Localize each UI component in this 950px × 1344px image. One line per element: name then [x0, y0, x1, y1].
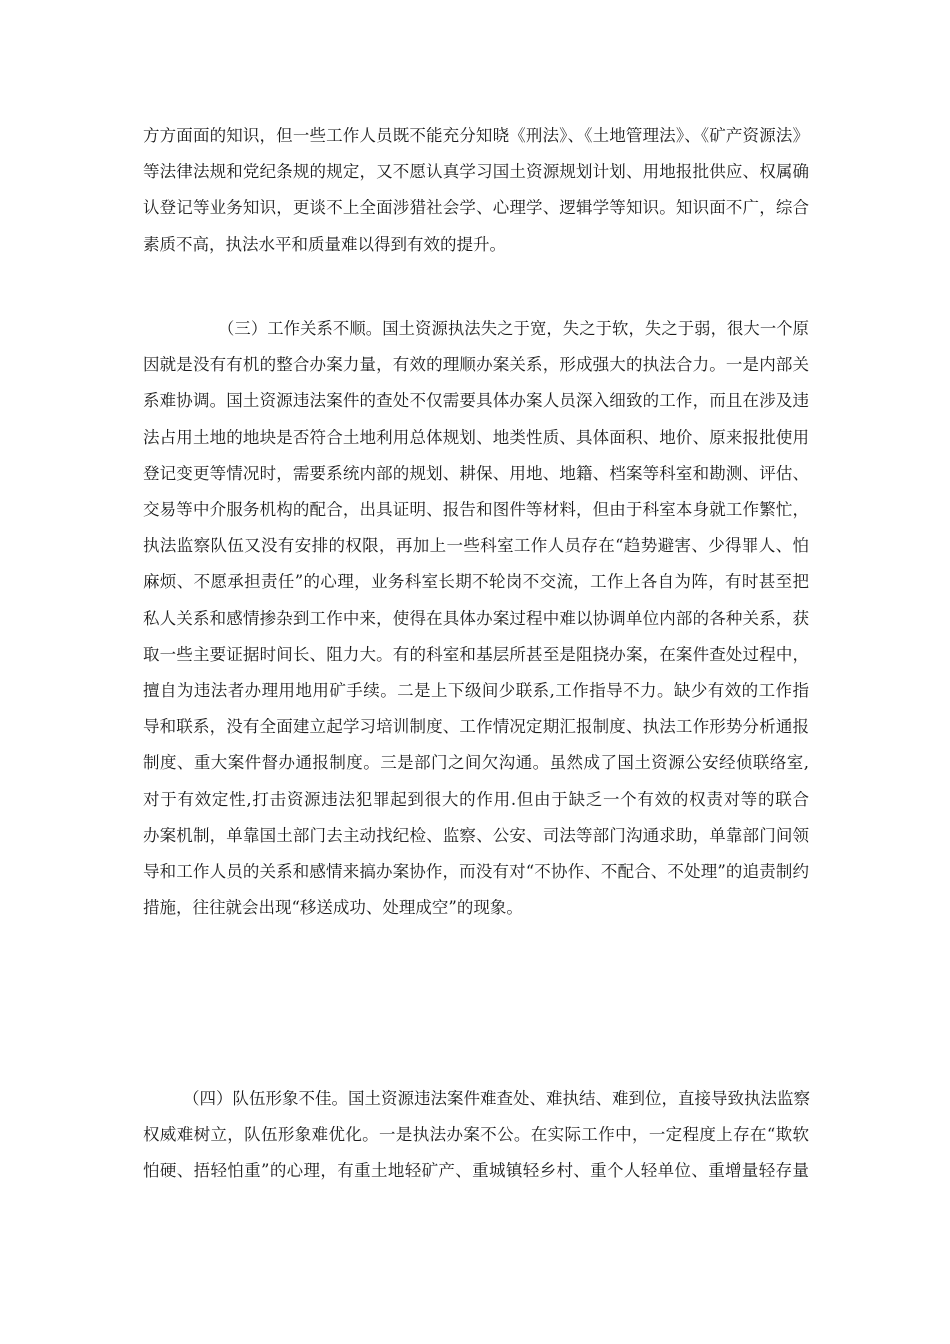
text-line: 因就是没有有机的整合办案力量，有效的理顺办案关系，形成强大的执法合力。一是内部关 [143, 355, 809, 375]
text-line: 认登记等业务知识，更谈不上全面涉猎社会学、心理学、逻辑学等知识。知识面不广，综合 [143, 198, 809, 218]
text-line: 导和联系，没有全面建立起学习培训制度、工作情况定期汇报制度、执法工作形势分析通报 [143, 717, 809, 737]
text-line: 私人关系和感情掺杂到工作中来，使得在具体办案过程中难以协调单位内部的各种关系，获 [143, 608, 809, 628]
text-line: 取一些主要证据时间长、阻力大。有的科室和基层所甚至是阻挠办案，在案件查处过程中， [143, 644, 809, 664]
text-line: 素质不高，执法水平和质量难以得到有效的提升。 [143, 234, 506, 254]
text-line: 擅自为违法者办理用地用矿手续。二是上下级间少联系,工作指导不力。缺少有效的工作指 [143, 681, 809, 701]
text-line: 执法监察队伍又没有安排的权限，再加上一些科室工作人员存在“趋势避害、少得罪人、怕 [143, 536, 809, 556]
text-line: 权威难树立，队伍形象难优化。一是执法办案不公。在实际工作中，一定程度上存在“欺软 [143, 1125, 809, 1145]
paragraph-work-relations [143, 311, 809, 926]
text-line: 等法律法规和党纪条规的规定，又不愿认真学习国土资源规划计划、用地报批供应、权属确 [143, 162, 809, 182]
text-line: 麻烦、不愿承担责任”的心理，业务科室长期不轮岗不交流，工作上各自为阵，有时甚至把 [143, 572, 809, 592]
text-line: 方方面面的知识，但一些工作人员既不能充分知晓《刑法》、《土地管理法》、《矿产资源法》 [143, 126, 809, 145]
text-line: 登记变更等情况时，需要系统内部的规划、耕保、用地、地籍、档案等科室和勘测、评估、 [143, 463, 809, 483]
text-line: 制度、重大案件督办通报制度。三是部门之间欠沟通。虽然成了国土资源公安经侦联络室, [143, 753, 809, 773]
text-line: （三）工作关系不顺。国土资源执法失之于宽，失之于软，失之于弱，很大一个原 [218, 319, 809, 338]
paragraph-team-image [143, 1081, 809, 1190]
text-line: 导和工作人员的关系和感情来搞办案协作，而没有对“不协作、不配合、不处理”的追责制约 [143, 862, 809, 882]
text-line: 怕硬、捂轻怕重”的心理，有重土地轻矿产、重城镇轻乡村、重个人轻单位、重增量轻存量 [143, 1161, 809, 1181]
text-line: 措施，往往就会出现“移送成功、处理成空”的现象。 [143, 898, 523, 918]
text-line: 法占用土地的地块是否符合土地利用总体规划、地类性质、具体面积、地价、原来报批使用 [143, 427, 809, 447]
text-line: 系难协调。国土资源违法案件的查处不仅需要具体办案人员深入细致的工作，而且在涉及违 [143, 391, 809, 411]
paragraph-knowledge [143, 118, 809, 263]
text-line: （四）队伍形象不佳。国土资源违法案件难查处、难执结、难到位，直接导致执法监察 [183, 1089, 810, 1108]
text-line: 对于有效定性,打击资源违法犯罪起到很大的作用.但由于缺乏一个有效的权责对等的联合 [143, 789, 809, 809]
text-line: 交易等中介服务机构的配合，出具证明、报告和图件等材料，但由于科室本身就工作繁忙， [143, 500, 809, 520]
text-line: 办案机制，单靠国土部门去主动找纪检、监察、公安、司法等部门沟通求助，单靠部门间领 [143, 825, 809, 845]
